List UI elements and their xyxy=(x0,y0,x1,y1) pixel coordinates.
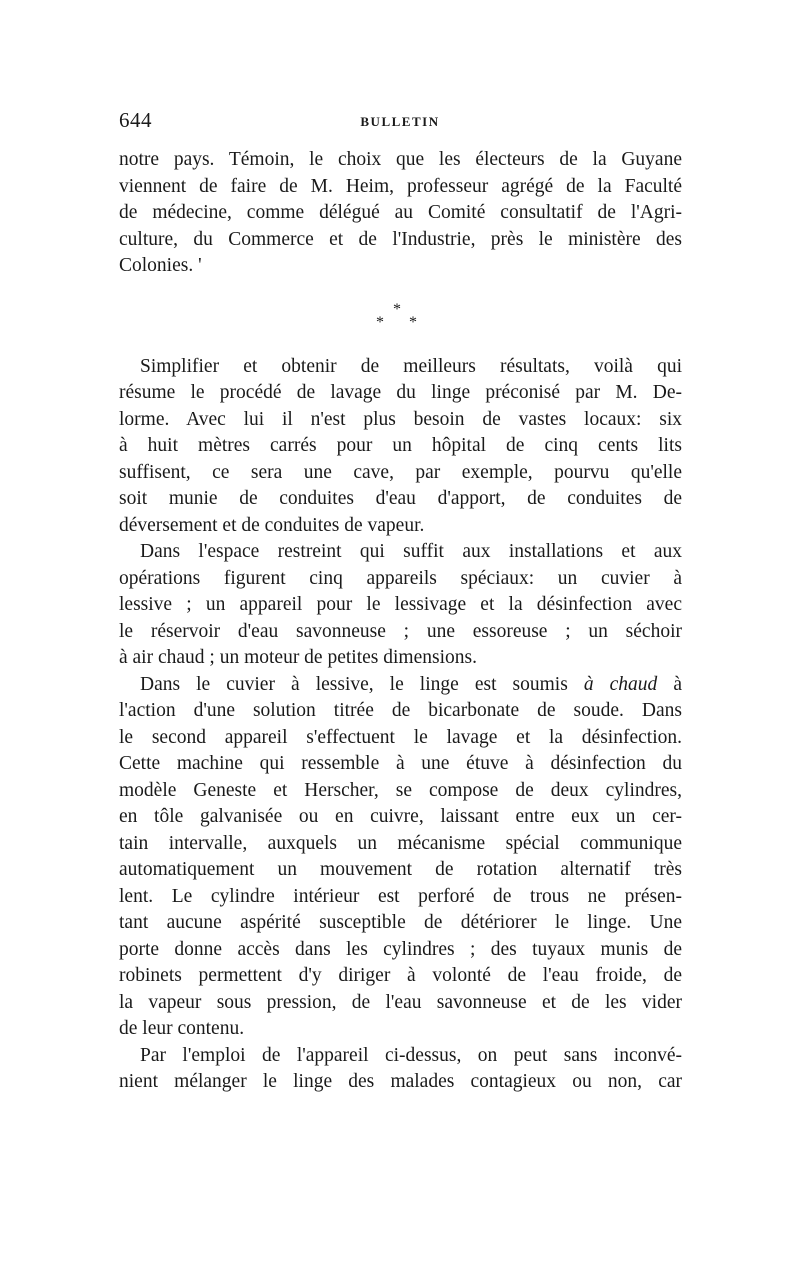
text-line xyxy=(119,672,682,699)
text-line: notre pays. Témoin, le choix que les électeurs de la Guyane xyxy=(119,149,682,170)
text-line: soit munie de conduites d'eau d'apport, de conduites de xyxy=(119,488,682,509)
text-line: Dans l'espace restreint qui suffit aux installations et aux xyxy=(140,541,682,562)
text-line: tain intervalle, auxquels un mécanisme spécial communique xyxy=(119,832,682,854)
paragraph-delorme-procedure xyxy=(119,354,682,540)
text-line: Simplifier et obtenir de meilleurs résultats, voilà qui xyxy=(140,355,682,377)
text-line: modèle Geneste et Herscher, se compose de deux cylindres, xyxy=(119,779,682,801)
text-line: résume le procédé de lavage du linge préconisé par M. De- xyxy=(119,382,682,403)
asterisk-icon: * xyxy=(393,300,401,318)
paragraph-cuvier xyxy=(119,672,682,1043)
text-line: à huit mètres carrés pour un hôpital de cinq cents lits xyxy=(119,435,682,456)
text-line: robinets permettent d'y diriger à volonté de l'eau froide, de xyxy=(119,965,682,986)
text-line: nient mélanger le linge des malades contagieux ou non, car xyxy=(119,1071,682,1092)
text-line: lent. Le cylindre intérieur est perforé de trous ne présen- xyxy=(119,885,682,907)
asterisk-icon: * xyxy=(409,313,417,331)
text-line: suffisent, ce sera une cave, par exemple, pourvu qu'elle xyxy=(119,461,682,483)
text-line: Colonies. ' xyxy=(119,255,202,276)
text-line: le second appareil s'effectuent le lavage et la désinfection. xyxy=(119,726,682,748)
text-line: à air chaud ; un moteur de petites dimensions. xyxy=(119,647,477,668)
text-line: lessive ; un appareil pour le lessivage et la désinfection avec xyxy=(119,594,682,615)
page-number: 644 xyxy=(119,108,152,132)
text-line: Cette machine qui ressemble à une étuve à désinfection du xyxy=(119,753,682,774)
text-line: en tôle galvanisée ou en cuivre, laissant entre eux un cer- xyxy=(119,806,682,827)
text-fragment: à xyxy=(657,673,682,695)
page-header xyxy=(119,108,681,138)
text-line: le réservoir d'eau savonneuse ; une essoreuse ; un séchoir xyxy=(119,620,682,642)
text-line: lorme. Avec lui il n'est plus besoin de vastes locaux: six xyxy=(119,408,682,430)
text-line: Par l'emploi de l'appareil ci-dessus, on peut sans inconvé- xyxy=(140,1044,682,1066)
text-line: de médecine, comme délégué au Comité consultatif de l'Agri- xyxy=(119,202,682,223)
text-line: tant aucune aspérité susceptible de détériorer le linge. Une xyxy=(119,912,682,933)
section-asterism xyxy=(119,280,682,354)
text-fragment: Dans le cuvier à lessive, le linge est soumis xyxy=(140,673,584,695)
paragraph-continuation xyxy=(119,147,682,280)
text-line: déversement et de conduites de vapeur. xyxy=(119,514,425,536)
text-line: opérations figurent cinq appareils spéciaux: un cuvier à xyxy=(119,567,682,589)
paragraph-emploi xyxy=(119,1043,682,1096)
asterisk-icon: * xyxy=(376,313,384,331)
text-line: viennent de faire de M. Heim, professeur agrégé de la Faculté xyxy=(119,175,682,197)
italic-phrase: à chaud xyxy=(583,673,658,695)
text-line: de leur contenu. xyxy=(119,1018,245,1039)
text-line: culture, du Commerce et de l'Industrie, près le ministère des xyxy=(119,228,682,250)
paragraph-appareils xyxy=(119,539,682,672)
body-text xyxy=(119,147,682,1096)
text-line: la vapeur sous pression, de l'eau savonneuse et de les vider xyxy=(119,991,682,1013)
text-line: automatiquement un mouvement de rotation alternatif très xyxy=(119,859,682,880)
text-line: porte donne accès dans les cylindres ; des tuyaux munis de xyxy=(119,938,682,960)
running-title: BULLETIN xyxy=(360,114,440,129)
text-line: l'action d'une solution titrée de bicarbonate de soude. Dans xyxy=(119,700,682,721)
